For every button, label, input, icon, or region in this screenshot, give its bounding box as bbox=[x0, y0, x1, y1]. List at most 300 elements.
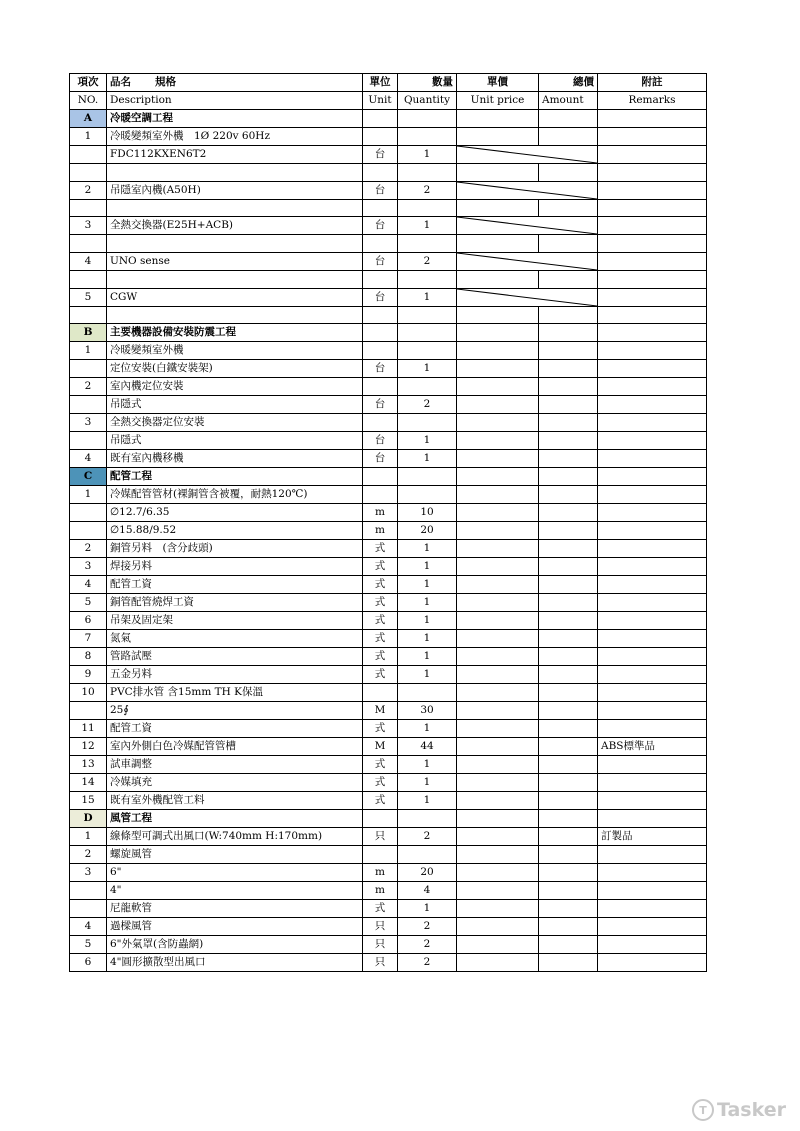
table-row bbox=[70, 128, 707, 146]
table-row bbox=[70, 271, 707, 289]
table-row bbox=[70, 774, 707, 792]
cell-quantity: 1 bbox=[398, 360, 457, 378]
price-amount-crossed-out bbox=[457, 146, 598, 164]
table-row bbox=[70, 630, 707, 648]
cell-unit-price bbox=[457, 918, 539, 936]
table-row bbox=[70, 918, 707, 936]
diagonal-strike-line bbox=[457, 146, 597, 163]
cell-no bbox=[70, 199, 107, 217]
cell-no bbox=[70, 900, 107, 918]
header-unit-price-en: Unit price bbox=[457, 92, 539, 110]
cell-no bbox=[70, 306, 107, 324]
cell-description: 吊隱室內機(A50H) bbox=[107, 181, 363, 199]
cell-no: 2 bbox=[70, 846, 107, 864]
cell-unit-price bbox=[457, 774, 539, 792]
cell-remarks bbox=[598, 882, 707, 900]
cell-quantity: 1 bbox=[398, 612, 457, 630]
price-amount-crossed-out bbox=[457, 288, 598, 306]
cell-no: 1 bbox=[70, 486, 107, 504]
cell-quantity: 1 bbox=[398, 450, 457, 468]
cell-quantity: 1 bbox=[398, 540, 457, 558]
cell-description: 吊隱式 bbox=[107, 396, 363, 414]
cell-description: ∅15.88/9.52 bbox=[107, 522, 363, 540]
cell-unit-price bbox=[457, 792, 539, 810]
header-amount: 總價 bbox=[539, 74, 598, 92]
cell-remarks bbox=[598, 342, 707, 360]
cell-remarks bbox=[598, 110, 707, 128]
cell-amount bbox=[539, 306, 598, 324]
cell-unit-price bbox=[457, 666, 539, 684]
cell-unit: 只 bbox=[363, 828, 398, 846]
cell-unit bbox=[363, 468, 398, 486]
cell-amount bbox=[539, 468, 598, 486]
cell-amount bbox=[539, 864, 598, 882]
cell-amount bbox=[539, 792, 598, 810]
section-title: 配管工程 bbox=[107, 468, 363, 486]
cell-amount bbox=[539, 918, 598, 936]
cell-unit: 式 bbox=[363, 576, 398, 594]
table-row bbox=[70, 612, 707, 630]
header-unit: 單位 bbox=[363, 74, 398, 92]
cell-description: 6" bbox=[107, 864, 363, 882]
cell-amount bbox=[539, 666, 598, 684]
cell-unit bbox=[363, 128, 398, 146]
cell-amount bbox=[539, 432, 598, 450]
cell-unit: 式 bbox=[363, 558, 398, 576]
cell-unit-price bbox=[457, 936, 539, 954]
cell-remarks bbox=[598, 306, 707, 324]
cell-amount bbox=[539, 738, 598, 756]
cell-unit-price bbox=[457, 846, 539, 864]
cell-amount bbox=[539, 720, 598, 738]
cell-unit: 只 bbox=[363, 936, 398, 954]
cell-quantity: 1 bbox=[398, 217, 457, 235]
cell-unit: 式 bbox=[363, 648, 398, 666]
table-row bbox=[70, 253, 707, 271]
cell-remarks bbox=[598, 450, 707, 468]
cell-remarks bbox=[598, 954, 707, 972]
cell-unit-price bbox=[457, 540, 539, 558]
cell-unit-price bbox=[457, 720, 539, 738]
table-row bbox=[70, 432, 707, 450]
cell-remarks bbox=[598, 594, 707, 612]
cell-no: 4 bbox=[70, 450, 107, 468]
cell-amount bbox=[539, 486, 598, 504]
table-row bbox=[70, 522, 707, 540]
cell-remarks bbox=[598, 486, 707, 504]
cell-no: 2 bbox=[70, 540, 107, 558]
cell-description: 銅管另料 (含分歧頭) bbox=[107, 540, 363, 558]
table-row bbox=[70, 666, 707, 684]
cell-no: 4 bbox=[70, 253, 107, 271]
cell-quantity: 30 bbox=[398, 702, 457, 720]
cell-unit: 只 bbox=[363, 954, 398, 972]
cell-unit-price bbox=[457, 342, 539, 360]
cell-unit bbox=[363, 164, 398, 182]
cell-quantity: 10 bbox=[398, 504, 457, 522]
cell-unit-price bbox=[457, 432, 539, 450]
table-row bbox=[70, 684, 707, 702]
section-row bbox=[70, 324, 707, 342]
cell-amount bbox=[539, 450, 598, 468]
cell-unit: 台 bbox=[363, 396, 398, 414]
cell-unit-price bbox=[457, 486, 539, 504]
cell-quantity bbox=[398, 810, 457, 828]
cell-quantity: 1 bbox=[398, 630, 457, 648]
cell-no bbox=[70, 504, 107, 522]
cell-unit: 台 bbox=[363, 450, 398, 468]
cell-remarks bbox=[598, 432, 707, 450]
cell-quantity: 20 bbox=[398, 864, 457, 882]
cell-amount bbox=[539, 414, 598, 432]
section-title: 冷暖空調工程 bbox=[107, 110, 363, 128]
table-body bbox=[70, 110, 707, 972]
cell-remarks bbox=[598, 396, 707, 414]
cell-quantity: 1 bbox=[398, 900, 457, 918]
cell-quantity: 1 bbox=[398, 288, 457, 306]
cell-no bbox=[70, 882, 107, 900]
cell-unit: M bbox=[363, 702, 398, 720]
cell-unit-price bbox=[457, 468, 539, 486]
cell-unit: m bbox=[363, 882, 398, 900]
cell-unit-price bbox=[457, 235, 539, 253]
cell-no bbox=[70, 702, 107, 720]
cell-no: 6 bbox=[70, 954, 107, 972]
cell-unit-price bbox=[457, 900, 539, 918]
cell-remarks bbox=[598, 128, 707, 146]
table-row bbox=[70, 450, 707, 468]
cell-description: UNO sense bbox=[107, 253, 363, 271]
cell-remarks bbox=[598, 558, 707, 576]
cell-description: 試車調整 bbox=[107, 756, 363, 774]
table-row bbox=[70, 146, 707, 164]
cell-remarks bbox=[598, 720, 707, 738]
cell-description: 五金另料 bbox=[107, 666, 363, 684]
cell-amount bbox=[539, 936, 598, 954]
cell-quantity: 2 bbox=[398, 918, 457, 936]
strike-line bbox=[457, 253, 597, 270]
table-row bbox=[70, 738, 707, 756]
cell-unit: 台 bbox=[363, 432, 398, 450]
cell-amount bbox=[539, 271, 598, 289]
table-row bbox=[70, 199, 707, 217]
cell-remarks bbox=[598, 468, 707, 486]
cell-quantity: 1 bbox=[398, 720, 457, 738]
cell-amount bbox=[539, 828, 598, 846]
cell-no bbox=[70, 522, 107, 540]
header-desc-name: 品名 bbox=[110, 76, 131, 88]
cell-remarks bbox=[598, 792, 707, 810]
cell-description: 焊接另料 bbox=[107, 558, 363, 576]
cell-no: 4 bbox=[70, 918, 107, 936]
cell-unit: 台 bbox=[363, 146, 398, 164]
cell-unit: m bbox=[363, 522, 398, 540]
cell-unit: m bbox=[363, 504, 398, 522]
cell-description: 氮氣 bbox=[107, 630, 363, 648]
cell-description: ∅12.7/6.35 bbox=[107, 504, 363, 522]
table-row bbox=[70, 954, 707, 972]
cell-amount bbox=[539, 846, 598, 864]
cell-unit: 式 bbox=[363, 900, 398, 918]
cell-unit-price bbox=[457, 594, 539, 612]
cell-remarks bbox=[598, 666, 707, 684]
table-row bbox=[70, 882, 707, 900]
cell-description: 既有室內機移機 bbox=[107, 450, 363, 468]
cell-unit-price bbox=[457, 828, 539, 846]
cell-quantity bbox=[398, 199, 457, 217]
cell-remarks: ABS標準品 bbox=[598, 738, 707, 756]
cell-unit: 台 bbox=[363, 181, 398, 199]
cell-no: 5 bbox=[70, 594, 107, 612]
table-row bbox=[70, 181, 707, 199]
cell-unit: 台 bbox=[363, 360, 398, 378]
cell-amount bbox=[539, 882, 598, 900]
cell-no: 9 bbox=[70, 666, 107, 684]
cell-amount bbox=[539, 612, 598, 630]
section-letter: D bbox=[70, 810, 107, 828]
cell-unit-price bbox=[457, 684, 539, 702]
cell-description: 吊隱式 bbox=[107, 432, 363, 450]
cell-description: 螺旋風管 bbox=[107, 846, 363, 864]
cell-description: CGW bbox=[107, 288, 363, 306]
table-row bbox=[70, 846, 707, 864]
cell-remarks bbox=[598, 918, 707, 936]
cell-unit-price bbox=[457, 324, 539, 342]
cell-quantity bbox=[398, 486, 457, 504]
cell-unit: M bbox=[363, 738, 398, 756]
cell-remarks bbox=[598, 684, 707, 702]
cell-description: 冷暖變頻室外機 1Ø 220v 60Hz bbox=[107, 128, 363, 146]
cell-no bbox=[70, 146, 107, 164]
cell-unit-price bbox=[457, 128, 539, 146]
cell-no: 11 bbox=[70, 720, 107, 738]
cell-unit bbox=[363, 110, 398, 128]
cell-remarks bbox=[598, 181, 707, 199]
table-row bbox=[70, 378, 707, 396]
cell-quantity bbox=[398, 110, 457, 128]
cell-amount bbox=[539, 164, 598, 182]
diagonal-strike-line bbox=[457, 289, 597, 306]
cell-remarks bbox=[598, 774, 707, 792]
cell-description: 既有室外機配管工料 bbox=[107, 792, 363, 810]
header-no: 項次 bbox=[70, 74, 107, 92]
cell-unit-price bbox=[457, 630, 539, 648]
cell-description: 過樑風管 bbox=[107, 918, 363, 936]
cell-quantity: 2 bbox=[398, 936, 457, 954]
price-amount-crossed-out bbox=[457, 217, 598, 235]
table-row bbox=[70, 306, 707, 324]
cell-description: 全熱交換器(E25H+ACB) bbox=[107, 217, 363, 235]
cell-unit-price bbox=[457, 810, 539, 828]
table-row bbox=[70, 486, 707, 504]
cell-unit-price bbox=[457, 504, 539, 522]
strike-line bbox=[457, 289, 597, 306]
cell-remarks bbox=[598, 253, 707, 271]
section-letter: C bbox=[70, 468, 107, 486]
cell-description: 全熱交換器定位安裝 bbox=[107, 414, 363, 432]
cell-unit-price bbox=[457, 110, 539, 128]
diagonal-strike-line bbox=[457, 182, 597, 199]
cell-quantity bbox=[398, 414, 457, 432]
table-row bbox=[70, 414, 707, 432]
cell-remarks bbox=[598, 164, 707, 182]
cell-remarks bbox=[598, 810, 707, 828]
cell-description: 4"圓形擴散型出風口 bbox=[107, 954, 363, 972]
cell-remarks bbox=[598, 630, 707, 648]
cell-description: 銅管配管燒焊工資 bbox=[107, 594, 363, 612]
header-description-en: Description bbox=[107, 92, 363, 110]
cell-amount bbox=[539, 576, 598, 594]
cell-no: 7 bbox=[70, 630, 107, 648]
cell-description bbox=[107, 306, 363, 324]
cell-unit-price bbox=[457, 702, 539, 720]
cell-unit: 式 bbox=[363, 792, 398, 810]
cell-description: 室內外側白色冷媒配管管槽 bbox=[107, 738, 363, 756]
section-row bbox=[70, 110, 707, 128]
cell-description: 室內機定位安裝 bbox=[107, 378, 363, 396]
table-row bbox=[70, 792, 707, 810]
cell-quantity: 2 bbox=[398, 954, 457, 972]
cell-quantity: 2 bbox=[398, 396, 457, 414]
cell-remarks bbox=[598, 360, 707, 378]
cell-amount bbox=[539, 900, 598, 918]
cell-amount bbox=[539, 684, 598, 702]
cell-quantity bbox=[398, 235, 457, 253]
cell-description: 尼龍軟管 bbox=[107, 900, 363, 918]
table-row bbox=[70, 396, 707, 414]
cell-unit-price bbox=[457, 864, 539, 882]
cell-remarks bbox=[598, 378, 707, 396]
cell-unit-price bbox=[457, 558, 539, 576]
cell-remarks bbox=[598, 936, 707, 954]
table-row bbox=[70, 828, 707, 846]
cell-description: 管路試壓 bbox=[107, 648, 363, 666]
section-letter: B bbox=[70, 324, 107, 342]
cell-no: 1 bbox=[70, 828, 107, 846]
table-row bbox=[70, 558, 707, 576]
cell-quantity: 2 bbox=[398, 828, 457, 846]
section-letter: A bbox=[70, 110, 107, 128]
cell-remarks bbox=[598, 576, 707, 594]
cell-amount bbox=[539, 396, 598, 414]
header-quantity-en: Quantity bbox=[398, 92, 457, 110]
section-row bbox=[70, 810, 707, 828]
cell-remarks bbox=[598, 146, 707, 164]
cell-description: 冷暖變頻室外機 bbox=[107, 342, 363, 360]
price-amount-crossed-out bbox=[457, 253, 598, 271]
cell-unit-price bbox=[457, 450, 539, 468]
cell-remarks bbox=[598, 702, 707, 720]
cell-remarks bbox=[598, 504, 707, 522]
strike-line bbox=[457, 146, 597, 163]
cell-amount bbox=[539, 522, 598, 540]
cell-quantity: 1 bbox=[398, 774, 457, 792]
cell-amount bbox=[539, 810, 598, 828]
cell-no: 15 bbox=[70, 792, 107, 810]
cell-unit: 台 bbox=[363, 217, 398, 235]
cell-description: 25∮ bbox=[107, 702, 363, 720]
cell-unit-price bbox=[457, 648, 539, 666]
table-row bbox=[70, 936, 707, 954]
cell-quantity: 4 bbox=[398, 882, 457, 900]
table-row bbox=[70, 756, 707, 774]
cell-remarks bbox=[598, 648, 707, 666]
cell-amount bbox=[539, 954, 598, 972]
header-row-english bbox=[70, 92, 707, 110]
cell-unit bbox=[363, 342, 398, 360]
cell-remarks bbox=[598, 271, 707, 289]
cell-amount bbox=[539, 630, 598, 648]
cell-unit bbox=[363, 810, 398, 828]
cell-quantity bbox=[398, 324, 457, 342]
cell-amount bbox=[539, 756, 598, 774]
cell-quantity: 2 bbox=[398, 253, 457, 271]
cell-unit bbox=[363, 378, 398, 396]
cell-unit: m bbox=[363, 864, 398, 882]
cell-unit bbox=[363, 414, 398, 432]
cell-quantity: 1 bbox=[398, 756, 457, 774]
cell-description bbox=[107, 164, 363, 182]
cell-unit: 式 bbox=[363, 612, 398, 630]
header-quantity: 數量 bbox=[398, 74, 457, 92]
cell-no bbox=[70, 432, 107, 450]
cell-unit-price bbox=[457, 271, 539, 289]
table-row bbox=[70, 288, 707, 306]
cell-unit: 台 bbox=[363, 288, 398, 306]
cell-no bbox=[70, 164, 107, 182]
cell-description: 定位安裝(白鐵安裝架) bbox=[107, 360, 363, 378]
cell-remarks bbox=[598, 217, 707, 235]
cell-quantity bbox=[398, 468, 457, 486]
cell-unit-price bbox=[457, 954, 539, 972]
cell-quantity bbox=[398, 306, 457, 324]
section-title: 主要機器設備安裝防震工程 bbox=[107, 324, 363, 342]
table-row bbox=[70, 235, 707, 253]
cell-description: 冷媒填充 bbox=[107, 774, 363, 792]
cell-amount bbox=[539, 378, 598, 396]
cell-amount bbox=[539, 128, 598, 146]
cell-amount bbox=[539, 702, 598, 720]
cell-description: 配管工資 bbox=[107, 576, 363, 594]
cell-quantity: 2 bbox=[398, 181, 457, 199]
cell-unit: 只 bbox=[363, 918, 398, 936]
cell-quantity: 1 bbox=[398, 792, 457, 810]
cell-amount bbox=[539, 594, 598, 612]
cell-quantity bbox=[398, 342, 457, 360]
cell-quantity: 1 bbox=[398, 432, 457, 450]
cell-remarks bbox=[598, 522, 707, 540]
diagonal-strike-line bbox=[457, 253, 597, 270]
cell-unit bbox=[363, 486, 398, 504]
cell-unit-price bbox=[457, 738, 539, 756]
strike-line bbox=[457, 182, 597, 199]
cell-unit: 台 bbox=[363, 253, 398, 271]
cell-remarks bbox=[598, 846, 707, 864]
cell-unit-price bbox=[457, 756, 539, 774]
cell-description: 線條型可調式出風口(W:740mm H:170mm) bbox=[107, 828, 363, 846]
cell-remarks bbox=[598, 900, 707, 918]
header-unit-price: 單價 bbox=[457, 74, 539, 92]
header-remarks-en: Remarks bbox=[598, 92, 707, 110]
cell-no: 10 bbox=[70, 684, 107, 702]
cell-unit-price bbox=[457, 164, 539, 182]
cell-no: 3 bbox=[70, 558, 107, 576]
cell-no: 3 bbox=[70, 217, 107, 235]
cell-no: 3 bbox=[70, 414, 107, 432]
cell-unit: 式 bbox=[363, 756, 398, 774]
cell-unit-price bbox=[457, 396, 539, 414]
cell-remarks bbox=[598, 612, 707, 630]
